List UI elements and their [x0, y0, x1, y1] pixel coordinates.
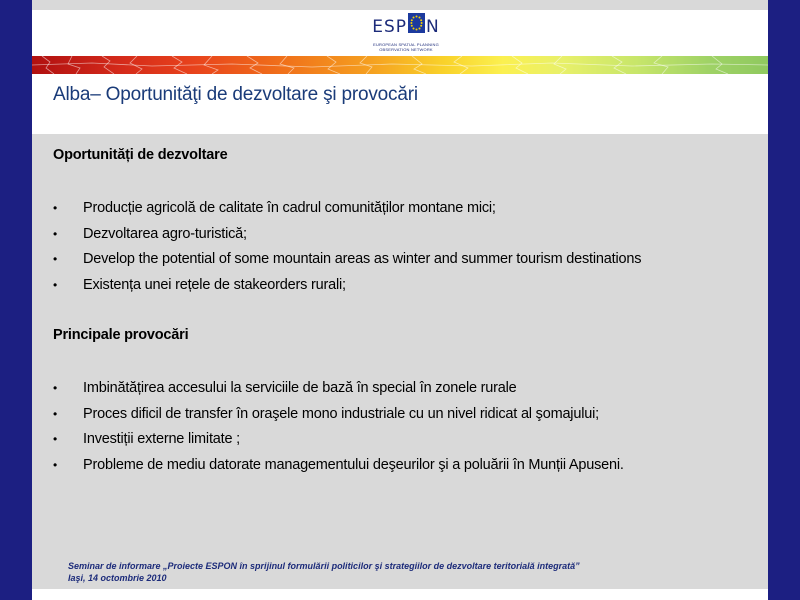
- opportunities-list: [53, 198, 641, 301]
- list-item: [53, 198, 641, 224]
- bullet-icon: •: [53, 226, 58, 241]
- logo-subtitle: EUROPEAN SPATIAL PLANNING OBSERVATION NETWORK: [373, 42, 439, 52]
- bottom-strip: [32, 589, 768, 600]
- footer-date: Iaşi, 14 octombrie 2010: [68, 573, 167, 583]
- list-item-text: Imbinătățirea accesului la serviciile de bază în special în zonele rurale: [83, 380, 517, 396]
- bullet-icon: •: [53, 458, 58, 473]
- list-item: [53, 429, 624, 455]
- list-item-text: Existența unei rețele de stakeorders rurali;: [83, 277, 346, 294]
- bullet-icon: •: [53, 381, 58, 395]
- list-item-text: Producție agricolă de calitate în cadrul comunităților montane mici;: [83, 200, 496, 216]
- list-item-text: Probleme de mediu datorate managementului deşeurilor şi a poluării în Munții Apuseni.: [83, 457, 624, 474]
- list-item: [53, 378, 624, 404]
- list-item: [53, 455, 624, 481]
- bullet-icon: •: [53, 201, 58, 215]
- page-title: Alba– Oportunităţi de dezvoltare şi provocări: [53, 84, 418, 105]
- list-item-text: Investiții externe limitate ;: [83, 431, 240, 448]
- logo-wordmark: [366, 13, 446, 40]
- list-item-text: Develop the potential of some mountain areas as winter and summer tourism destinations: [83, 251, 642, 268]
- logo-text-left: ESP: [372, 16, 408, 37]
- list-item: [53, 404, 624, 430]
- list-item: [53, 249, 641, 275]
- map-banner: [32, 56, 768, 74]
- logo-text-right: N: [426, 16, 440, 37]
- bullet-icon: •: [53, 252, 58, 267]
- slide: [32, 0, 768, 600]
- footer: [68, 560, 580, 584]
- footer-seminar-title: Seminar de informare „Proiecte ESPON în sprijinul formulării politicilor şi strategiilor de dezvoltare teritorială integrată”: [68, 561, 580, 571]
- left-frame-bar: [0, 0, 32, 600]
- right-frame-bar: [768, 0, 800, 600]
- bullet-icon: •: [53, 278, 58, 293]
- top-strip: [32, 0, 768, 10]
- list-item-text: Proces dificil de transfer în oraşele mono industriale cu un nivel ridicat al şomajului;: [83, 405, 599, 422]
- bullet-icon: •: [53, 432, 58, 447]
- section-heading-opportunities: Oportunități de dezvoltare: [53, 147, 228, 163]
- title-area: [32, 74, 768, 134]
- espon-logo: [366, 13, 446, 55]
- challenges-list: [53, 378, 624, 481]
- content-panel: [32, 134, 768, 589]
- header: [32, 10, 768, 56]
- section-heading-challenges: Principale provocări: [53, 327, 189, 343]
- list-item: [53, 275, 641, 301]
- list-item-text: Dezvoltarea agro-turistică;: [83, 225, 247, 242]
- eu-stars-icon: [408, 13, 425, 40]
- bullet-icon: •: [53, 406, 58, 421]
- list-item: [53, 224, 641, 250]
